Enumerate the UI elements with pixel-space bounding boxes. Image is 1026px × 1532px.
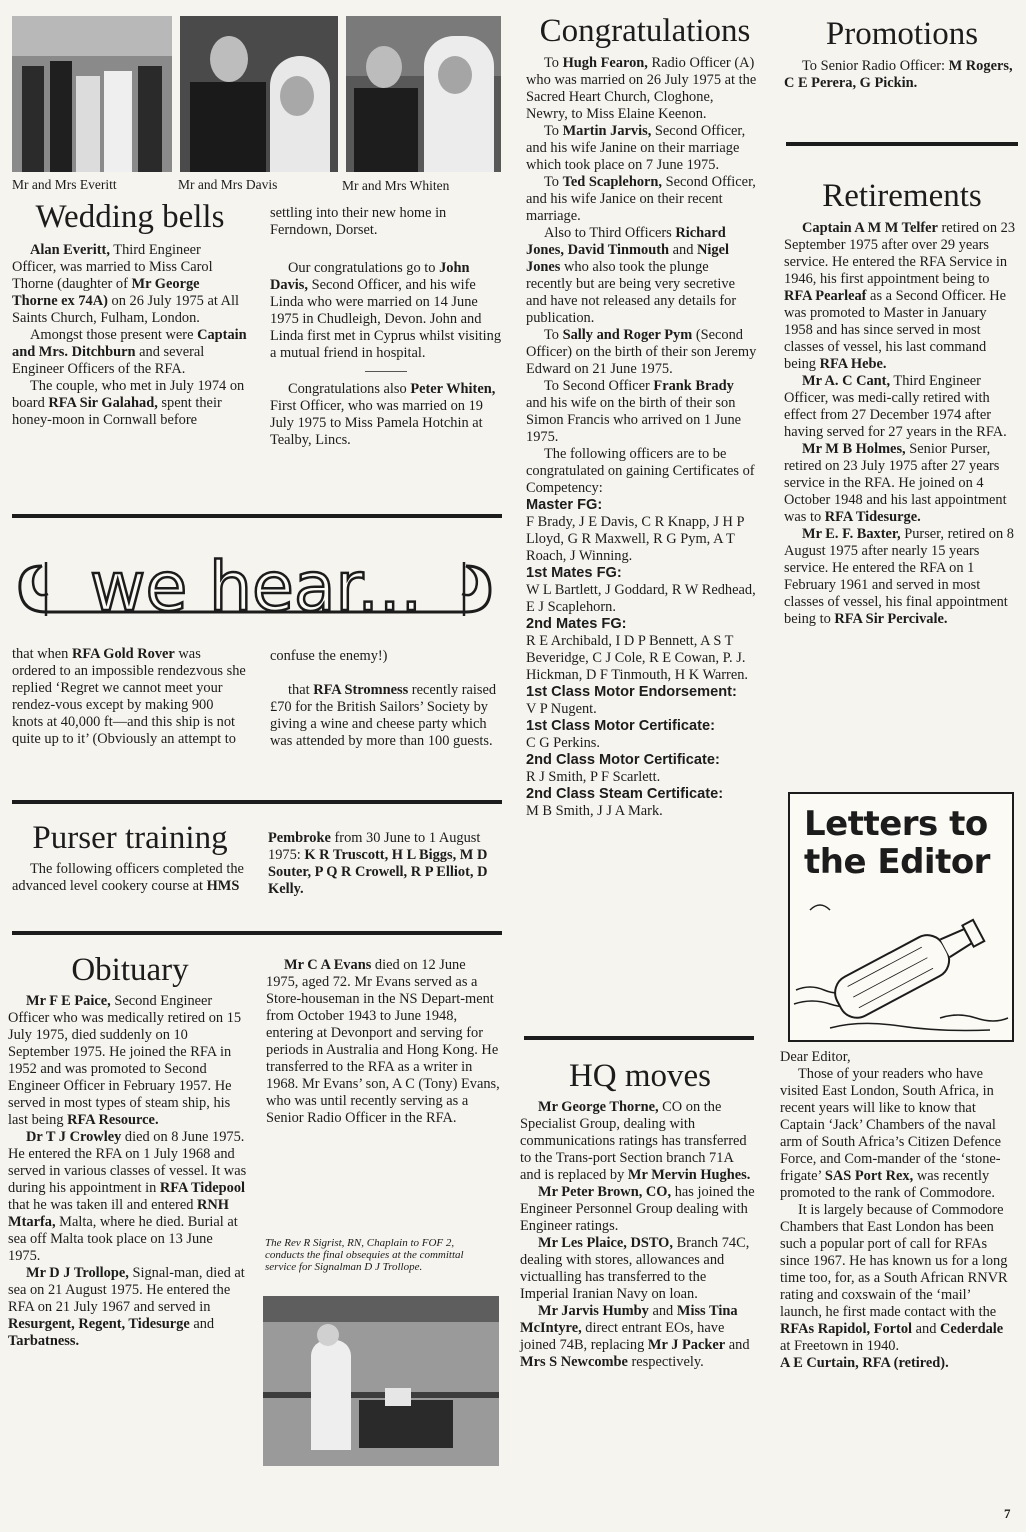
obituary-col1-para: Mr F E Paice, Second Engineer Officer who was medically retired on 15 July 1975, died suddenly on 10 September 1975. He joined the RFA in 1952 and was promoted to Second Engineer Officer in February 1957. He served in most types of steam ship, his last being RFA Resource. <box>8 993 242 1128</box>
wehear-col1-para: that when RFA Gold Rover was ordered to an impossible rendezvous she replied ‘Regret we cannot meet your rendez-vous except by making 900 knots at 40,000 ft—and this ship is not quite up to it’ (Obviously an attempt to <box>12 646 246 747</box>
hq-title: HQ moves <box>568 1058 712 1094</box>
wehear-col2 <box>270 648 502 750</box>
promotions-title: Promotions <box>825 16 979 52</box>
wehear-col2-para: confuse the enemy!) <box>270 648 388 664</box>
photo-davis <box>180 16 338 172</box>
wedding-col2 <box>270 205 502 449</box>
retirements-para: Mr E. F. Baxter, Purser, retired on 8 August 1975 after nearly 15 years service. He entered the RFA on 1 February 1961 and served in most classes of vessel, his final appointment being to RFA Sir Percivale. <box>784 526 1014 627</box>
wedding-col2-para: Our congratulations go to John Davis, Second Officer, and his wife Linda who were married on 14 June 1975 in Chudleigh, Devon. John and Linda first met in Cyprus whilst visiting a mutual friend in hospital. <box>270 260 502 361</box>
cert-heading: 2nd Class Steam Certificate: <box>526 786 724 802</box>
cert-heading: 1st Class Motor Certificate: <box>526 718 715 734</box>
congrats-body <box>526 55 758 820</box>
retirements-title: Retirements <box>822 178 982 214</box>
letters-signature: A E Curtain, RFA (retired). <box>780 1355 949 1371</box>
wedding-col2-para: Congratulations also Peter Whiten, First Officer, who was married on 19 July 1975 to Miss Pamela Hotchin at Tealby, Lincs. <box>270 381 496 448</box>
wehear-col2-para: that RFA Stromness recently raised £70 for the British Sailors’ Society by giving a wine and cheese party which was attended by more than 100 guests. <box>270 682 497 749</box>
obituary-col1 <box>8 993 248 1350</box>
letters-title-line2: the Editor <box>804 842 990 882</box>
purser-col2 <box>268 830 500 898</box>
wedding-col1 <box>12 242 248 429</box>
page-number: 7 <box>1004 1506 1011 1521</box>
cert-names: C G Perkins. <box>526 735 600 751</box>
caption-davis: Mr and Mrs Davis <box>178 177 278 192</box>
letters-title-line1: Letters to <box>804 804 988 844</box>
congrats-para: Also to Third Officers Richard Jones, David Tinmouth and Nigel Jones who also took the plunge recently but are being very secretive and have not released any details for publication. <box>526 225 737 326</box>
photo-everitt <box>12 16 172 172</box>
cert-names: V P Nugent. <box>526 701 597 717</box>
obituary-col1-para: Mr D J Trollope, Signal-man, died at sea on 21 August 1975. He entered the RFA on 21 July 1967 and served in Resurgent, Regent, Tidesurge and Tarbatness. <box>8 1265 245 1349</box>
message-bottle-icon <box>790 880 1012 1040</box>
photo-whiten <box>346 16 501 172</box>
cert-names: W L Bartlett, J Goddard, R W Redhead, E J Scaplehorn. <box>526 582 756 615</box>
letters-greeting: Dear Editor, <box>780 1049 851 1065</box>
wedding-col2-para: settling into their new home in Ferndown, Dorset. <box>270 205 447 238</box>
cert-group <box>526 497 758 820</box>
cert-names: F Brady, J E Davis, C R Knapp, J H P Lloyd, G R Maxwell, R G Pym, A T Roach, J Winning. <box>526 514 744 564</box>
congrats-para: To Second Officer Frank Brady and his wife on the birth of their son Simon Francis who arrived on 1 June 1975. <box>526 378 742 445</box>
letters-editor-box <box>788 792 1014 1042</box>
hq-body <box>520 1099 756 1371</box>
hq-para: Mr Jarvis Humby and Miss Tina McIntyre, direct entrant EOs, have joined 74B, replacing Mr J Packer and Mrs S Newcombe respectively. <box>520 1303 750 1370</box>
cert-heading: 2nd Mates FG: <box>526 616 627 632</box>
section-divider <box>12 931 502 935</box>
letters-para: Those of your readers who have visited East London, South Africa, in recent years will like to know that Captain ‘Jack’ Chambers of the naval arm of South Africa’s Citizen Defence Force, and Com-mander of the ‘stone-frigate’ SAS Port Rex, was recently promoted to the rank of Commodore. <box>780 1066 1001 1201</box>
purser-title: Purser training <box>32 820 228 856</box>
retirements-para: Mr A. C Cant, Third Engineer Officer, was medi-cally retired with effect from 27 December 1974 after having served for 27 years in the RFA. <box>784 373 1007 440</box>
cert-names: M B Smith, J J A Mark. <box>526 803 663 819</box>
letters-para: It is largely because of Commodore Chambers that East London has been such a popular port of call for RFAs since 1967. He has known us for a long time too, for, as a South African RNVR rating and coxswain of the ‘mail’ launch, he first made contact with the RFAs Rapidol, Fortol and Cederdale at Freetown in 1940. <box>780 1202 1008 1354</box>
obituary-photo-caption: The Rev R Sigrist, RN, Chaplain to FOF 2, conducts the final obsequies at the committal service for Signalman D J Trollope. <box>265 1237 464 1273</box>
promotions-para: To Senior Radio Officer: M Rogers, C E Perera, G Pickin. <box>784 58 1013 91</box>
obituary-col2 <box>266 957 500 1127</box>
wehear-logo-text: we hear... <box>89 548 423 627</box>
section-divider <box>524 1036 754 1040</box>
congrats-para: To Ted Scaplehorn, Second Officer, and his wife Janice on their recent marriage. <box>526 174 756 224</box>
wehear-col1 <box>12 646 248 748</box>
purser-col1-para: The following officers completed the advanced level cookery course at HMS <box>12 861 244 894</box>
hq-para: Mr Les Plaice, DSTO, Branch 74C, dealing with stores, allowances and victualling has transferred to the Imperial Iranian Navy on loan. <box>520 1235 750 1302</box>
mini-separator <box>365 371 407 372</box>
cert-names: R J Smith, P F Scarlett. <box>526 769 661 785</box>
obituary-col1-para: Dr T J Crowley died on 8 June 1975. He entered the RFA on 1 July 1968 and served in various classes of vessel. It was during his appointment in RFA Tidepool that he was taken ill and entered RNH Mtarfa, Malta, where he died. Burial at sea off Malta took place on 13 June 1975. <box>8 1129 247 1264</box>
letters-body <box>780 1049 1014 1372</box>
obituary-title: Obituary <box>71 952 189 988</box>
congrats-para: The following officers are to be congratulated on gaining Certificates of Competency: <box>526 446 755 496</box>
caption-everitt: Mr and Mrs Everitt <box>12 177 117 192</box>
hq-para: Mr George Thorne, CO on the Specialist Group, dealing with communications ratings has transferred to the Trans-port Section branch 71A and is replaced by Mr Mervin Hughes. <box>520 1099 751 1183</box>
section-divider <box>786 142 1018 146</box>
cert-heading: 2nd Class Motor Certificate: <box>526 752 720 768</box>
obituary-col2-para: Mr C A Evans died on 12 June 1975, aged 72. Mr Evans served as a Store-houseman in the NS Depart-ment from October 1943 to June 1948, entering at Devonport and serving for periods in Australia and Hong Kong. He transferred to the RFA as a writer in 1968. Mr Evans’ son, A C (Tony) Evans, who was until recently serving as a Senior Radio Officer in the RFA. <box>266 957 500 1126</box>
purser-col2-para: Pembroke from 30 June to 1 August 1975: K R Truscott, H L Biggs, M D Souter, P Q R Crowell, R P Elliot, D Kelly. <box>268 830 488 897</box>
retirements-para: Captain A M M Telfer retired on 23 September 1975 after over 29 years service. He entered the RFA Service in 1946, his first appointment being to RFA Pearleaf as a Second Officer. He was promoted to Master in January 1958 and has since served in most classes of vessel, his last command being RFA Hebe. <box>784 220 1016 372</box>
congrats-title: Congratulations <box>539 13 751 49</box>
promotions-body <box>784 58 1014 92</box>
wedding-col1-para: The couple, who met in July 1974 on board RFA Sir Galahad, spent their honey-moon in Cornwall before <box>12 378 245 428</box>
hq-para: Mr Peter Brown, CO, has joined the Engineer Personnel Group dealing with Engineer ratings. <box>520 1184 755 1234</box>
congrats-para: To Hugh Fearon, Radio Officer (A) who was married on 26 July 1975 at the Sacred Heart Church, Cloghone, Newry, to Miss Elaine Keenon. <box>526 55 757 122</box>
congrats-para: To Martin Jarvis, Second Officer, and his wife Janine on their marriage which took place on 7 June 1975. <box>526 123 746 173</box>
wehear-scroll-icon <box>12 532 500 644</box>
section-divider <box>12 800 502 804</box>
cert-names: R E Archibald, I D P Bennett, A S T Beveridge, C J Cole, R E Cowan, P. J. Hickman, D F Tinmouth, H K Warren. <box>526 633 749 683</box>
cert-heading: 1st Class Motor Endorsement: <box>526 684 737 700</box>
wedding-col1-para: Amongst those present were Captain and Mrs. Ditchburn and several Engineer Officers of the RFA. <box>12 327 247 377</box>
caption-whiten: Mr and Mrs Whiten <box>342 178 450 193</box>
cert-heading: 1st Mates FG: <box>526 565 622 581</box>
wedding-col1-para: Alan Everitt, Third Engineer Officer, was married to Miss Carol Thorne (daughter of Mr George Thorne ex 74A) on 26 July 1975 at All Saints Church, Fulham, London. <box>12 242 240 326</box>
wehear-logo <box>12 532 500 644</box>
wedding-title: Wedding bells <box>35 199 225 235</box>
purser-col1 <box>12 861 248 895</box>
section-divider <box>12 514 502 518</box>
congrats-para: To Sally and Roger Pym (Second Officer) on the birth of their son Jeremy Edward on 21 June 1975. <box>526 327 757 377</box>
retirements-body <box>784 220 1016 628</box>
retirements-para: Mr M B Holmes, Senior Purser, retired on 23 July 1975 after 27 years service in the RFA. He joined on 4 October 1948 and his last appointment was to RFA Tidesurge. <box>784 441 1007 525</box>
photo-burial-at-sea <box>263 1296 499 1466</box>
cert-heading: Master FG: <box>526 497 603 513</box>
